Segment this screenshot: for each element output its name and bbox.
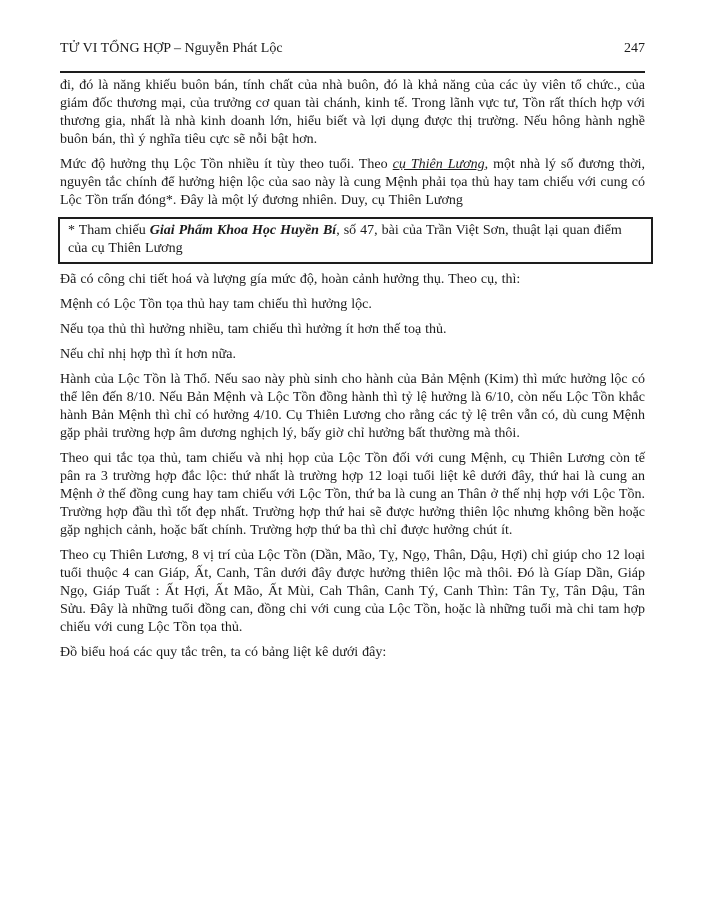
rule-line-3: Nếu chỉ nhị hợp thì ít hơn nữa. (60, 347, 236, 362)
footnote-before: * Tham chiếu (68, 223, 150, 238)
book-title: TỬ VI TỔNG HỢP – Nguyễn Phát Lộc (60, 41, 283, 56)
footnote-box (58, 217, 653, 264)
rule-line-1: Mệnh có Lộc Tồn tọa thủ hay tam chiếu thì hưởng lộc. (60, 297, 372, 312)
paragraph-thien-luong (60, 156, 645, 210)
rule-line-2: Nếu tọa thủ thì hưởng nhiều, tam chiếu thì hưởng ít hơn thế toạ thủ. (60, 322, 447, 337)
footnote-publication-title: Giai Phẩm Khoa Học Huyền Bí (149, 223, 337, 238)
header-rule (60, 71, 645, 73)
paragraph-intro-rules: Đã có công chi tiết hoá và lượng gía mức độ, hoàn cảnh hưởng thụ. Theo cụ, thì: (60, 272, 521, 287)
paragraph-twelve-ages: Theo cụ Thiên Lương, 8 vị trí của Lộc Tồn (Dần, Mão, Tỵ, Ngọ, Thân, Dậu, Hợi) chỉ giúp cho 12 loại tuổi thuộc 4 can Giáp, Ất, Canh, Tân dưới đây được hưởng thiên lộc mà thôi. Đó là Gíap Dần, Giáp Ngọ, Giáp Tuất : Ất Hợi, Ất Mão, Ất Mùi, Cah Thân, Canh Tý, Canh Thìn: Tân Tỵ, Tân Dậu, Tân Sửu. Đây là những tuổi đồng can, đồng chi với cung của Lộc Tồn, hoặc là những tuổi mà chi tam hợp chiếu với cung Lộc Tồn tọa thủ. (60, 548, 645, 635)
paragraph-thien-luong-after: , một nhà lý số đương thời, nguyên tắc chính để hưởng hiện lộc của sao này là cung Mệnh phải tọa thủ hay tam chiếu với cung có Lộc Tồn trấn đóng*. Đây là một lý đương nhiên. Duy, cụ Thiên Lương (60, 157, 645, 208)
page-body (60, 77, 645, 662)
paragraph-continuation: đi, đó là năng khiếu buôn bán, tính chất của nhà buôn, đó là khả năng của các ủy viên tổ chức., của giám đốc thương mại, của trưởng cơ quan tài chánh, kinh tế. Trong lãnh vực tư, Tồn rất thích hợp với thương gia, nhất là nhà kinh doanh lớn, hiểu biết và lợi dụng được thị trường. Nếu hông hành nghề buôn bán, thì ý nghĩa tiêu cực sẽ nỗi bật hơn. (60, 78, 645, 147)
paragraph-thien-luong-before: Mức độ hưởng thụ Lộc Tồn nhiều ít tùy theo tuổi. Theo (60, 157, 393, 172)
paragraph-hanh-loc-ton: Hành của Lộc Tồn là Thổ. Nếu sao này phù sinh cho hành của Bản Mệnh (Kim) thì mức hưởng lộc có thể lên đến 8/10. Nếu Bản Mệnh và Lộc Tồn đồng hành thì tỷ lệ hưởng là 6/10, còn nếu Lộc Tồn khắc hành Bản Mệnh thì chỉ có hưởng 4/10. Cụ Thiên Lương cho rằng các tỷ lệ trên vẫn có, dù cung Mệnh gặp phải trường hợp âm dương nghịch lý, bấy giờ chỉ hưởng bất thường mà thôi. (60, 372, 645, 441)
page-number: 247 (624, 41, 645, 56)
paragraph-three-cases: Theo qui tắc tọa thủ, tam chiếu và nhị họp của Lộc Tồn đối với cung Mệnh, cụ Thiên Lương còn tế pân ra 3 trường hợp đắc lộc: thứ nhất là trường hợp 12 loại tuổi liệt kê dưới đây, thứ hai là cung an Mệnh ở thế đồng cung hay tam chiếu với Lộc Tồn, thứ ba là cung an Thân ở thế nhị hợp với Lộc Tồn. Trường hợp đầu thì tốt đẹp nhất. Trường hợp thứ hai sẽ được hưởng thiên lộc nhưng không bền hoặc gặp nghịch cảnh, hoặc bất chính. Trường hợp thứ ba thì chỉ được hưởng chút ít. (60, 451, 645, 538)
thien-luong-emphasis: cụ Thiên Lương (392, 157, 485, 172)
footnote-text (68, 222, 643, 258)
running-header (60, 40, 645, 58)
footnote-after: , số 47, bài của Trần Việt Sơn, thuật lại quan điểm của cụ Thiên Lương (68, 223, 622, 256)
paragraph-table-intro: Đồ biểu hoá các quy tắc trên, ta có bảng liệt kê dưới đây: (60, 645, 387, 660)
